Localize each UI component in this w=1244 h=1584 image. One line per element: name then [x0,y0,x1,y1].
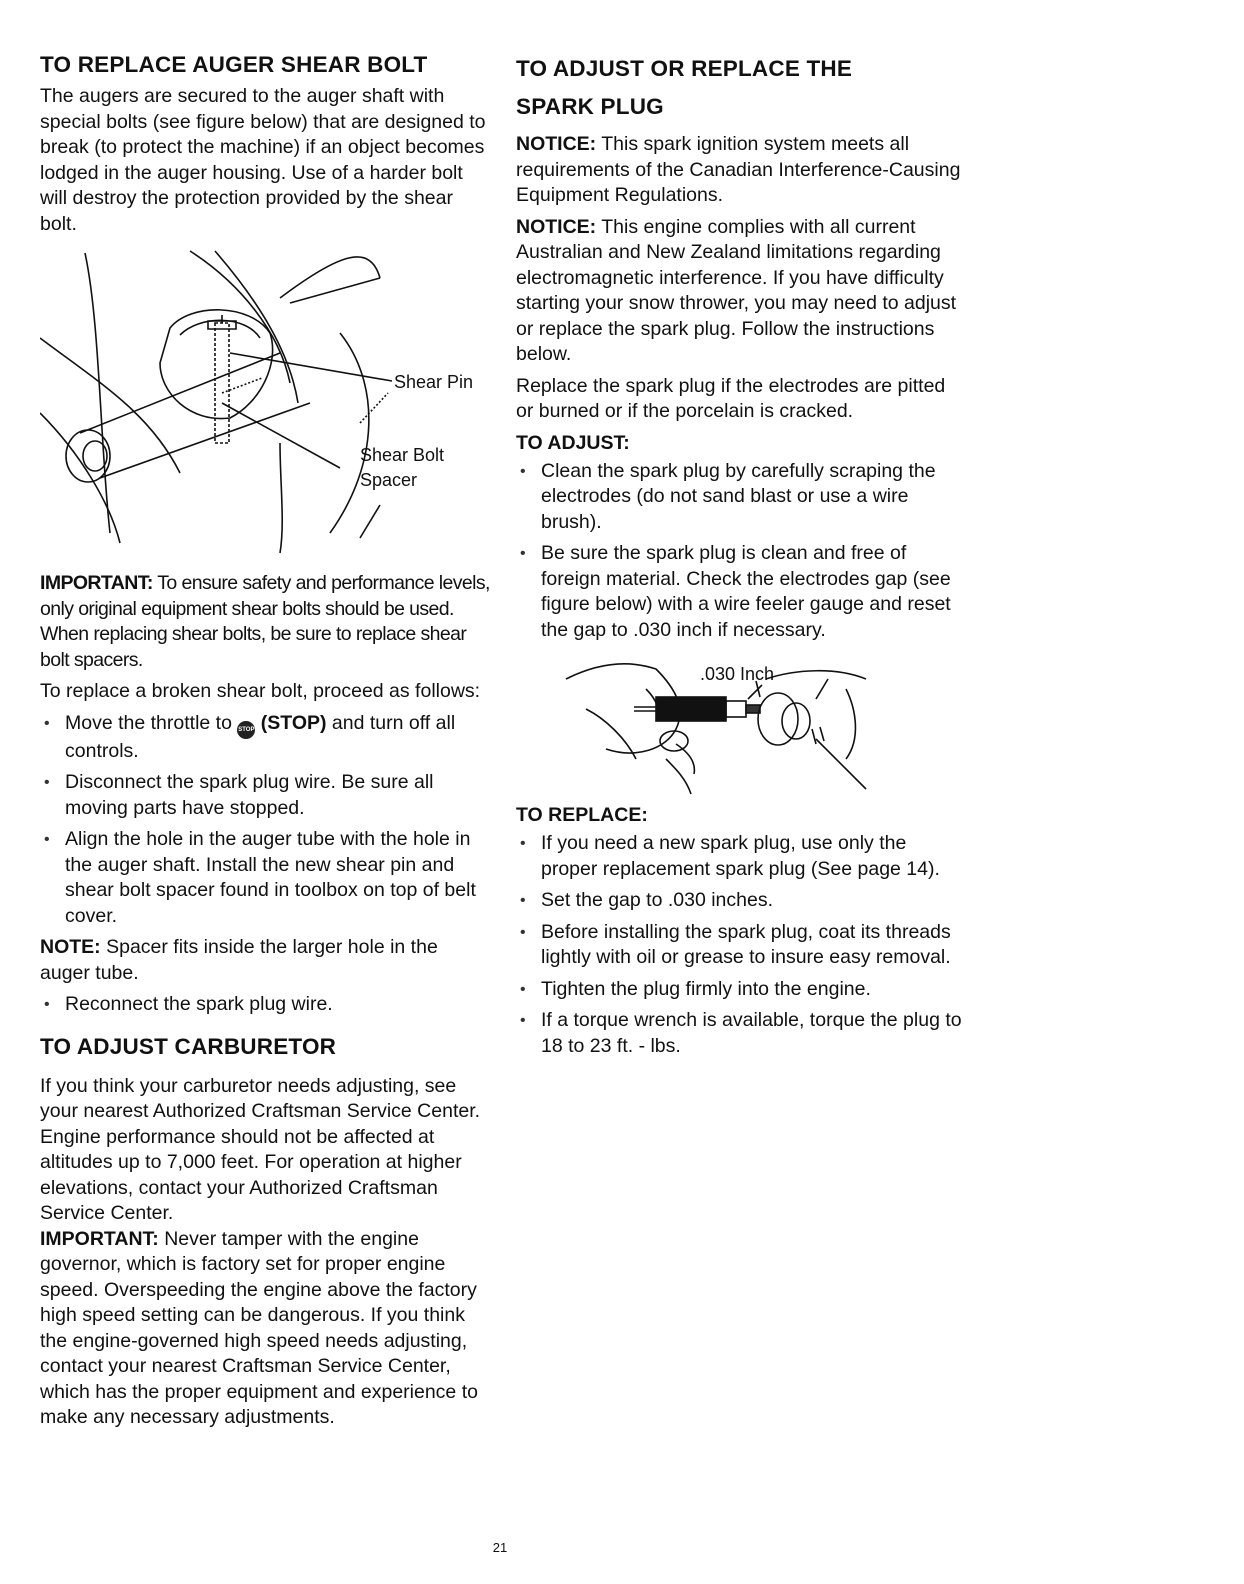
replace-steps-list [516,831,966,1059]
shear-pin-label: Shear Pin [394,372,474,392]
spark-plug-heading [516,50,966,126]
stop-icon: STOP [237,721,255,739]
list-item: • Disconnect the spark plug wire. Be sure all moving parts have stopped. [40,770,492,821]
shear-steps-list [40,711,492,930]
to-adjust-heading: TO ADJUST: [516,431,630,454]
shear-bolt-label: Shear Bolt [360,445,445,465]
step-text: and turn off all controls. [65,711,456,762]
list-item: • If a torque wrench is available, torque the plug to 18 to 23 ft. - lbs. [516,1008,966,1059]
note-label: NOTE: [40,936,101,958]
spacer-label: Spacer [360,470,418,490]
list-item [40,711,492,765]
list-item: • Be sure the spark plug is clean and free of foreign material. Check the electrodes gap (see figure below) with a wire feeler gauge and reset the gap to .030 inch if necessary. [516,541,966,643]
page-number: 21 [492,1540,508,1555]
shear-important [40,571,492,673]
list-item: • Before installing the spark plug, coat its threads lightly with oil or grease to insure easy removal. [516,920,966,971]
important-label: IMPORTANT: [40,572,153,594]
shear-bolt-heading: TO REPLACE AUGER SHEAR BOLT [40,52,428,77]
carburetor-important [40,1227,492,1431]
list-item: • Reconnect the spark plug wire. [40,992,492,1018]
heading-line: SPARK PLUG [516,94,664,119]
replace-when-text: Replace the spark plug if the electrodes are pitted or burned or if the porcelain is cracked. [516,374,946,422]
carburetor-section [40,1032,492,1431]
right-column [516,50,966,1065]
list-item: • Align the hole in the auger tube with the hole in the auger shaft. Install the new shear pin and shear bolt spacer found in toolbox on top of belt cover. [40,827,492,929]
final-step-list [40,992,492,1018]
list-item: • Clean the spark plug by carefully scraping the electrodes (do not sand blast or use a wire brush). [516,459,966,536]
stop-label: (STOP) [260,711,327,734]
heading-line: TO ADJUST OR REPLACE THE [516,56,853,81]
notice-label: NOTICE: [516,133,597,155]
shear-bolt-section [40,50,492,1018]
left-column [40,50,492,1437]
important-text: Never tamper with the engine governor, which is factory set for proper engine speed. Overspeeding the engine above the factory high speed setting can be dangerous. If you think the engine-governed high speed needs adjusting, contact your nearest Craftsman Service Center, which has the proper equipment and experience to make any necessary adjustments. [40,1227,478,1428]
list-item: • Tighten the plug firmly into the engine. [516,977,966,1003]
shear-bolt-intro: The augers are secured to the auger shaft with special bolts (see figure below) that are designed to break (to protect the machine) if an object becomes lodged in the auger housing. Use of a harder bolt will destroy the protection provided by the shear bolt. [40,85,486,235]
gap-label: .030 Inch [700,664,775,684]
notice-australian [516,215,966,368]
to-replace-heading: TO REPLACE: [516,804,648,826]
list-item: • Set the gap to .030 inches. [516,888,966,914]
auger-illustration [40,243,492,563]
carburetor-heading: TO ADJUST CARBURETOR [40,1033,337,1059]
important-text: To ensure safety and performance levels, only original equipment shear bolts should be used. When replacing shear bolts, be sure to replace shear bolt spacers. [40,572,490,671]
step-text: Move the throttle to [65,711,232,734]
notice-text: This engine complies with all current Australian and New Zealand limitations regarding electromagnetic interference. If you have difficulty starting your snow thrower, you may need to adjust or replace the spark plug. Follow the instructions below. [516,215,957,365]
spark-plug-gap-figure [516,649,966,797]
notice-label: NOTICE: [516,215,597,238]
note-text: Spacer fits inside the larger hole in the auger tube. [40,936,438,984]
important-label: IMPORTANT: [40,1227,159,1250]
proceed-text: To replace a broken shear bolt, proceed as follows: [40,680,481,702]
notice-canadian [516,132,966,209]
list-item: • If you need a new spark plug, use only the proper replacement spark plug (See page 14). [516,831,966,882]
adjust-steps-list [516,459,966,644]
spacer-note [40,935,492,986]
shear-bolt-figure [40,243,492,563]
notice-text: This spark ignition system meets all requirements of the Canadian Interference-Causing Equipment Regulations. [516,133,961,206]
carburetor-text: If you think your carburetor needs adjusting, see your nearest Authorized Craftsman Service Center. Engine performance should not be affected at altitudes up to 7,000 feet. For operation at higher elevations, contact your Authorized Craftsman Service Center. [40,1074,481,1224]
